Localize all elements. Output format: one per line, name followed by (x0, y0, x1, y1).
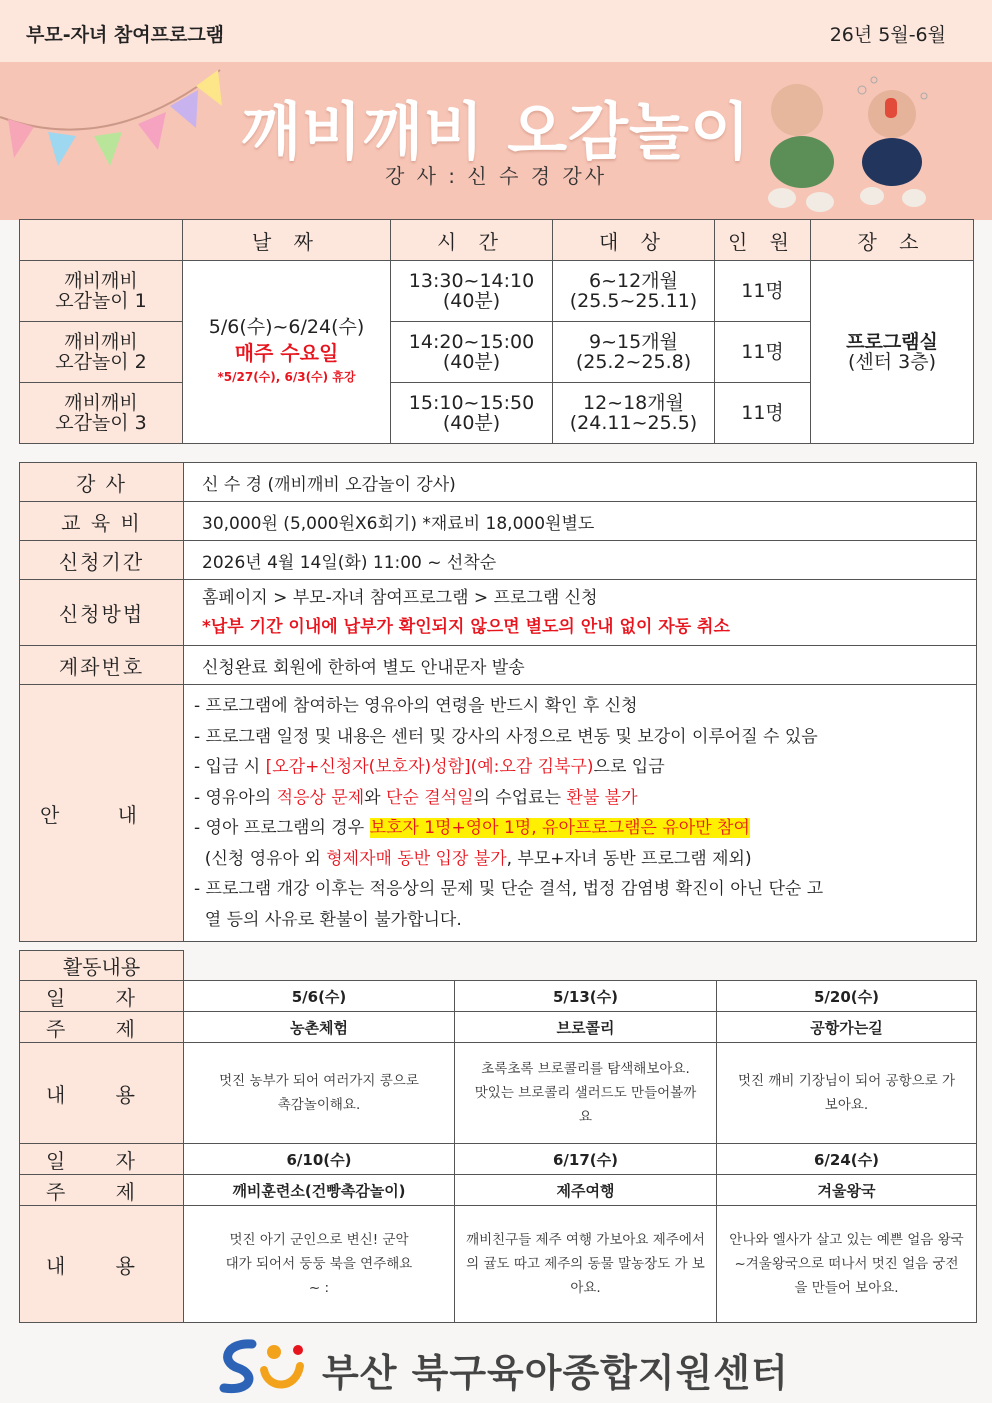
notice-emphasis: 형제자매 동반 입장 불가 (326, 848, 507, 869)
table-row (20, 1043, 977, 1144)
activity-table (19, 950, 977, 1323)
notice-text: - 영아 프로그램의 경우 (194, 818, 370, 838)
table-row (20, 1012, 977, 1043)
notice-text: 와 (364, 787, 386, 808)
time-cell (391, 322, 553, 383)
notice-item (194, 844, 968, 875)
program-name-line2: 오감놀이 1 (55, 290, 147, 312)
info-table (19, 462, 977, 942)
table-row (20, 580, 977, 646)
instructor-label: 강 사 (20, 463, 184, 502)
bunting-flags-icon (0, 62, 240, 172)
count-cell: 11명 (715, 322, 811, 383)
method-warning: *납부 기간 이내에 납부가 확인되지 않으면 별도의 안내 없이 자동 취소 (202, 616, 730, 637)
footer (0, 1330, 992, 1403)
activity-date: 6/24(수) (717, 1144, 977, 1175)
date-holiday: *5/27(수), 6/3(수) 휴강 (217, 370, 356, 384)
method-label: 신청방법 (20, 580, 184, 646)
babies-illustration-icon (742, 70, 952, 220)
program-name-line1: 깨비깨비 (64, 392, 138, 414)
activity-date: 5/20(수) (717, 981, 977, 1012)
account-value: 신청완료 회원에 한하여 별도 안내문자 발송 (184, 646, 977, 685)
schedule-header-blank (20, 220, 183, 261)
notice-label: 안 내 (20, 685, 184, 942)
notice-emphasis: [오감+신청자(보호자)성함](예:오감 김북구) (265, 757, 594, 777)
account-label: 계좌번호 (20, 646, 184, 685)
program-name-cell (20, 383, 183, 444)
fee-label: 교 육 비 (20, 502, 184, 541)
activity-date: 6/17(수) (455, 1144, 717, 1175)
schedule-table (19, 219, 974, 444)
notice-text: (신청 영유아 외 (194, 848, 327, 869)
notice-item (194, 752, 968, 783)
table-row (20, 502, 977, 541)
notice-text: - 입금 시 (194, 757, 266, 777)
theme-label: 주 제 (20, 1012, 184, 1043)
target-cell (553, 383, 715, 444)
time-duration: (40분) (442, 351, 501, 373)
table-row (20, 541, 977, 580)
notice-emphasis: 적응상 문제 (276, 787, 365, 808)
activity-section-label: 활동내용 (20, 951, 184, 981)
program-name-cell (20, 261, 183, 322)
notice-item: - 프로그램에 참여하는 영유아의 연령을 반드시 확인 후 신청 (194, 696, 638, 716)
activity-content: 멋진 아기 군인으로 변신! 군악대가 되어서 둥둥 북을 연주해요~ : (184, 1206, 455, 1323)
method-cell (184, 580, 977, 646)
target-birth: (25.5~25.11) (569, 290, 698, 312)
schedule-header-count: 인 원 (715, 220, 811, 261)
notice-item (194, 813, 968, 844)
program-name-line1: 깨비깨비 (64, 270, 138, 292)
date-label: 일 자 (20, 981, 184, 1012)
time-range: 14:20~15:00 (408, 331, 535, 353)
activity-theme: 겨울왕국 (717, 1175, 977, 1206)
notice-text: 으로 입금 (593, 757, 665, 777)
notice-text: - 영유아의 (194, 787, 277, 808)
table-row (20, 1144, 977, 1175)
schedule-header-place: 장 소 (811, 220, 974, 261)
notice-emphasis: 단순 결석일 (385, 787, 474, 808)
place-floor: (센터 3층) (847, 351, 936, 373)
table-row (20, 463, 977, 502)
target-age: 6~12개월 (589, 270, 678, 292)
program-name-line2: 오감놀이 2 (55, 351, 147, 373)
place-cell (811, 261, 974, 444)
target-age: 9~15개월 (589, 331, 678, 353)
activity-date: 5/6(수) (184, 981, 455, 1012)
activity-header-spacer (184, 951, 977, 981)
activity-content: 초록초록 브로콜리를 탐색해보아요. 맛있는 브로콜리 샐러드도 만들어볼까요 (455, 1043, 717, 1144)
notice-emphasis: 환불 불가 (566, 787, 638, 808)
table-row (20, 1175, 977, 1206)
table-row (20, 261, 974, 322)
instructor-value: 신 수 경 (깨비깨비 오감놀이 강사) (184, 463, 977, 502)
activity-theme: 농촌체험 (184, 1012, 455, 1043)
notice-cell (184, 685, 977, 942)
activity-theme: 제주여행 (455, 1175, 717, 1206)
place-name: 프로그램실 (846, 331, 938, 353)
activity-content: 안나와 엘사가 살고 있는 예쁜 얼음 왕국~겨울왕국으로 떠나서 멋진 얼음 궁전을 만들어 보아요. (717, 1206, 977, 1323)
notice-highlight: , (531, 818, 543, 838)
theme-label: 주 제 (20, 1175, 184, 1206)
fee-value: 30,000원 (5,000원X6회기) *재료비 18,000원별도 (184, 502, 977, 541)
organization-name: 부산 북구육아종합지원센터 (322, 1351, 789, 1395)
content-label: 내 용 (20, 1043, 184, 1144)
date-label: 일 자 (20, 1144, 184, 1175)
time-range: 13:30~14:10 (408, 270, 535, 292)
program-category: 부모-자녀 참여프로그램 (26, 24, 225, 46)
period-label: 신청기간 (20, 541, 184, 580)
activity-content: 멋진 농부가 되어 여러가지 콩으로 촉감놀이해요. (184, 1043, 455, 1144)
page-title: 깨비깨비 오감놀이 (241, 95, 751, 168)
notice-item: - 프로그램 개강 이후는 적응상의 문제 및 단순 결석, 법정 감염병 확진이 아닌 단순 고 (194, 879, 824, 899)
activity-theme: 브로콜리 (455, 1012, 717, 1043)
instructor-subtitle: 강 사 : 신 수 경 강사 (384, 164, 608, 188)
table-row (20, 1206, 977, 1323)
date-every: 매주 수요일 (234, 341, 339, 365)
date-cell (183, 261, 391, 444)
activity-content: 깨비친구들 제주 여행 가보아요 제주에서의 귤도 따고 제주의 동물 말농장도 가 보아요. (455, 1206, 717, 1323)
program-name-line2: 오감놀이 3 (55, 412, 147, 434)
table-row (20, 646, 977, 685)
date-range: 5/6(수)~6/24(수) (208, 316, 365, 338)
table-row (20, 981, 977, 1012)
time-cell (391, 261, 553, 322)
time-duration: (40분) (442, 412, 501, 434)
notice-highlight: 보호자 1명+영아 1명 (369, 818, 532, 838)
notice-highlight: 유아프로그램은 유아만 참여 (542, 818, 750, 838)
table-row (20, 951, 977, 981)
activity-theme: 공항가는길 (717, 1012, 977, 1043)
notice-item: - 프로그램 일정 및 내용은 센터 및 강사의 사정으로 변동 및 보강이 이루어질 수 있음 (194, 726, 818, 747)
target-birth: (24.11~25.5) (569, 412, 698, 434)
table-row (20, 685, 977, 942)
time-cell (391, 383, 553, 444)
program-name-line1: 깨비깨비 (64, 331, 138, 353)
period-value: 2026년 4월 14일(화) 11:00 ~ 선착순 (184, 541, 977, 580)
activity-date: 6/10(수) (184, 1144, 455, 1175)
target-birth: (25.2~25.8) (575, 351, 692, 373)
notice-text: , 부모+자녀 동반 프로그램 제외) (506, 848, 752, 869)
target-cell (553, 261, 715, 322)
time-range: 15:10~15:50 (408, 392, 535, 414)
notice-item: 열 등의 사유로 환불이 불가합니다. (194, 909, 462, 930)
center-logo-icon (212, 1336, 312, 1396)
schedule-header-target: 대 상 (553, 220, 715, 261)
notice-text: 의 수업료는 (473, 787, 567, 808)
time-duration: (40분) (442, 290, 501, 312)
target-cell (553, 322, 715, 383)
schedule-header-row (20, 220, 974, 261)
content-label: 내 용 (20, 1206, 184, 1323)
count-cell: 11명 (715, 383, 811, 444)
activity-theme: 깨비훈련소(건빵촉감놀이) (184, 1175, 455, 1206)
method-value: 홈페이지 > 부모-자녀 참여프로그램 > 프로그램 신청 (202, 587, 598, 608)
activity-content: 멋진 깨비 기장님이 되어 공항으로 가보아요. (717, 1043, 977, 1144)
activity-date: 5/13(수) (455, 981, 717, 1012)
schedule-header-time: 시 간 (391, 220, 553, 261)
program-name-cell (20, 322, 183, 383)
target-age: 12~18개월 (583, 392, 684, 414)
schedule-header-date: 날 짜 (183, 220, 391, 261)
top-bar (0, 0, 992, 62)
program-period: 26년 5월-6월 (829, 24, 946, 46)
notice-item (194, 783, 968, 814)
count-cell: 11명 (715, 261, 811, 322)
